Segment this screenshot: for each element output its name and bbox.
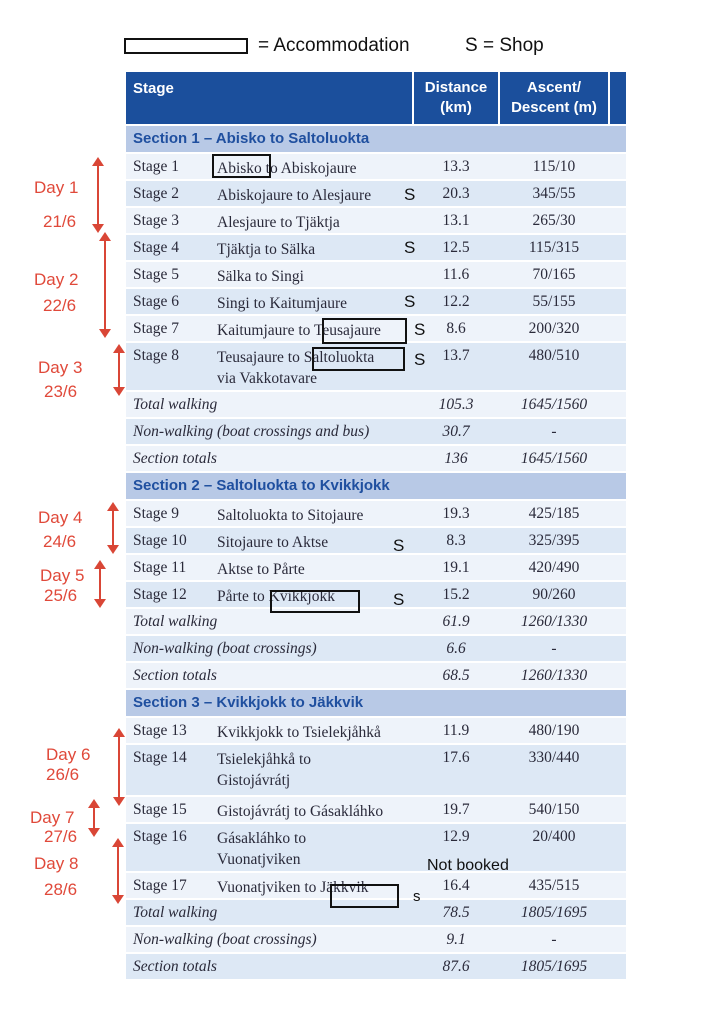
day-date: 26/6 xyxy=(46,765,80,784)
ascent-cell: 115/10 xyxy=(532,158,576,175)
distance-cell: 87.6 xyxy=(442,958,470,975)
stage-cell: Stage 1 xyxy=(133,158,180,175)
shop-mark: S xyxy=(393,590,405,609)
distance-cell: 11.6 xyxy=(442,266,470,283)
route-cell: Tjäktja to Sälka xyxy=(217,241,316,258)
day-date: 21/6 xyxy=(43,212,77,231)
accommodation-legend-label: = Accommodation xyxy=(258,35,410,56)
accommodation-box xyxy=(212,154,271,178)
distance-cell: 13.7 xyxy=(442,347,470,364)
ascent-cell: 200/320 xyxy=(528,320,580,337)
ascent-cell: 1260/1330 xyxy=(520,613,588,630)
shop-mark: S xyxy=(393,536,405,555)
accommodation-box xyxy=(330,884,399,908)
table-row xyxy=(126,152,626,179)
route-cell: Alesjaure to Tjäktja xyxy=(217,214,340,231)
distance-cell: 20.3 xyxy=(442,185,470,202)
route-cell xyxy=(217,828,306,870)
ascent-cell: 435/515 xyxy=(528,877,580,894)
distance-cell: 6.6 xyxy=(446,640,466,657)
stage-cell: Stage 4 xyxy=(133,239,180,256)
header-ascent-line1: Ascent/ xyxy=(526,79,582,96)
stage-cell: Stage 5 xyxy=(133,266,180,283)
not-booked-note: Not booked xyxy=(427,857,509,874)
stage-cell: Non-walking (boat crossings) xyxy=(133,931,317,948)
stage-cell: Total walking xyxy=(133,396,218,413)
day-date: 28/6 xyxy=(44,880,78,899)
distance-cell: 8.6 xyxy=(446,320,466,337)
route-cell: Saltoluokta to Sitojaure xyxy=(217,507,364,524)
day-span-arrow xyxy=(118,736,120,798)
ascent-cell: 55/155 xyxy=(532,293,576,310)
route-cell: Kvikkjokk to Tsielekjåhkå xyxy=(217,724,381,741)
distance-cell: 61.9 xyxy=(442,613,470,630)
route-cell: Abisko to Abiskojaure xyxy=(217,160,357,177)
day-label: Day 6 xyxy=(46,745,91,764)
route-line2: Gistojávrátj xyxy=(217,772,291,789)
shop-legend-label: S = Shop xyxy=(465,35,544,56)
header-divider xyxy=(608,72,610,124)
header-distance-line1: Distance xyxy=(424,79,488,96)
route-line1: Gásakláhko to xyxy=(217,830,307,847)
day-label: Day 2 xyxy=(34,270,79,289)
stage-cell: Stage 12 xyxy=(133,586,187,603)
stage-cell: Stage 15 xyxy=(133,801,187,818)
table-row xyxy=(126,952,626,979)
route-cell xyxy=(217,749,311,791)
stage-cell: Section totals xyxy=(133,667,217,684)
shop-mark: S xyxy=(414,350,426,369)
distance-cell: 12.2 xyxy=(442,293,470,310)
route-line1: Teusajaure to Saltoluokta xyxy=(217,349,375,366)
table-row xyxy=(126,287,626,314)
ascent-cell: 115/315 xyxy=(528,239,580,256)
day-date: 22/6 xyxy=(43,296,77,315)
distance-cell: 105.3 xyxy=(438,396,474,413)
stage-cell: Stage 14 xyxy=(133,749,187,766)
distance-cell: 68.5 xyxy=(442,667,470,684)
stage-cell: Stage 11 xyxy=(133,559,187,576)
stage-cell: Stage 10 xyxy=(133,532,187,549)
table-row xyxy=(126,260,626,287)
day-span-arrow xyxy=(117,846,119,896)
table-row xyxy=(126,390,626,417)
table-row xyxy=(126,716,626,743)
day-label: Day 5 xyxy=(40,566,85,585)
day-date: 25/6 xyxy=(44,586,78,605)
distance-cell: 12.5 xyxy=(442,239,470,256)
route-cell: Vuonatjviken to Jäkkvik xyxy=(217,879,369,896)
section-header: Section 3 – Kvikkjokk to Jäkkvik xyxy=(126,688,626,716)
route-cell: Aktse to Pårte xyxy=(217,561,305,578)
shop-mark: s xyxy=(413,888,421,905)
table-row xyxy=(126,607,626,634)
stage-cell: Stage 6 xyxy=(133,293,180,310)
distance-cell: 15.2 xyxy=(442,586,470,603)
ascent-cell: 330/440 xyxy=(528,749,580,766)
day-span-arrow xyxy=(93,807,95,829)
stage-cell: Stage 16 xyxy=(133,828,187,845)
route-cell: Sitojaure to Aktse xyxy=(217,534,329,551)
ascent-cell: 1645/1560 xyxy=(520,396,588,413)
route-cell: Kaitumjaure to Teusajaure xyxy=(217,322,381,339)
accommodation-box xyxy=(322,318,407,344)
accommodation-box xyxy=(270,590,360,613)
route-cell: Singi to Kaitumjaure xyxy=(217,295,348,312)
shop-mark: S xyxy=(404,185,416,204)
section-header: Section 1 – Abisko to Saltoluokta xyxy=(126,124,626,152)
table-row xyxy=(126,661,626,688)
header-ascent xyxy=(500,78,608,118)
day-date: 24/6 xyxy=(43,532,77,551)
accommodation-legend-box xyxy=(124,38,248,54)
ascent-cell: 20/400 xyxy=(532,828,576,845)
distance-cell: 8.3 xyxy=(446,532,466,549)
route-cell: Abiskojaure to Alesjaure xyxy=(217,187,372,204)
distance-cell: 13.3 xyxy=(442,158,470,175)
table-row xyxy=(126,499,626,526)
ascent-cell: 90/260 xyxy=(532,586,576,603)
header-stage: Stage xyxy=(133,80,174,97)
ascent-cell: 1260/1330 xyxy=(520,667,588,684)
ascent-cell: 420/490 xyxy=(528,559,580,576)
stage-cell: Total walking xyxy=(133,613,218,630)
distance-cell: 136 xyxy=(444,450,468,467)
day-span-arrow xyxy=(99,568,101,600)
distance-cell: 11.9 xyxy=(442,722,470,739)
ascent-cell: 325/395 xyxy=(528,532,580,549)
table-row xyxy=(126,925,626,952)
ascent-cell: 345/55 xyxy=(532,185,576,202)
ascent-cell: 265/30 xyxy=(532,212,576,229)
ascent-cell: - xyxy=(551,423,557,440)
table-row xyxy=(126,580,626,607)
shop-mark: S xyxy=(414,320,426,339)
table-row xyxy=(126,526,626,553)
day-label: Day 4 xyxy=(38,508,83,527)
route-cell: Gistojávrátj to Gásakláhko xyxy=(217,803,384,820)
distance-cell: 16.4 xyxy=(442,877,470,894)
shop-mark: S xyxy=(404,292,416,311)
shop-mark: S xyxy=(404,238,416,257)
route-cell: Sälka to Singi xyxy=(217,268,304,285)
ascent-cell: 1805/1695 xyxy=(520,958,588,975)
distance-cell: 30.7 xyxy=(442,423,470,440)
day-label: Day 3 xyxy=(38,358,83,377)
route-line2: Vuonatjviken xyxy=(217,851,301,868)
distance-cell: 78.5 xyxy=(442,904,470,921)
distance-cell: 19.3 xyxy=(442,505,470,522)
section-header: Section 2 – Saltoluokta to Kvikkjokk xyxy=(126,471,626,499)
table-row xyxy=(126,206,626,233)
stage-cell: Stage 8 xyxy=(133,347,180,364)
stage-cell: Stage 2 xyxy=(133,185,180,202)
day-span-arrow xyxy=(104,240,106,330)
table-row xyxy=(126,233,626,260)
route-line2: via Vakkotavare xyxy=(217,370,317,387)
table-row xyxy=(126,444,626,471)
distance-cell: 9.1 xyxy=(446,931,466,948)
stage-cell: Section totals xyxy=(133,958,217,975)
ascent-cell: 480/510 xyxy=(528,347,580,364)
day-date: 23/6 xyxy=(44,382,78,401)
day-label: Day 8 xyxy=(34,854,79,873)
accommodation-box xyxy=(312,347,405,371)
day-span-arrow xyxy=(112,510,114,546)
ascent-cell: 480/190 xyxy=(528,722,580,739)
stages-table xyxy=(126,72,626,979)
header-distance-line2: (km) xyxy=(440,99,472,116)
stage-cell: Stage 13 xyxy=(133,722,187,739)
stage-cell: Stage 3 xyxy=(133,212,180,229)
distance-cell: 19.7 xyxy=(442,801,470,818)
day-label: Day 1 xyxy=(34,178,79,197)
distance-cell: 13.1 xyxy=(442,212,470,229)
legend xyxy=(0,35,722,61)
ascent-cell: 540/150 xyxy=(528,801,580,818)
ascent-cell: 70/165 xyxy=(532,266,576,283)
stage-cell: Stage 7 xyxy=(133,320,180,337)
day-span-arrow xyxy=(118,352,120,388)
table-row xyxy=(126,634,626,661)
day-span-arrow xyxy=(97,165,99,225)
distance-cell: 12.9 xyxy=(442,828,470,845)
route-line1: Tsielekjåhkå to xyxy=(217,751,312,768)
stage-cell: Stage 17 xyxy=(133,877,187,894)
ascent-cell: - xyxy=(551,640,557,657)
table-row xyxy=(126,417,626,444)
stage-cell: Non-walking (boat crossings) xyxy=(133,640,317,657)
distance-cell: 17.6 xyxy=(442,749,470,766)
stage-cell: Non-walking (boat crossings and bus) xyxy=(133,423,370,440)
table-row xyxy=(126,553,626,580)
stage-cell: Stage 9 xyxy=(133,505,180,522)
table-row xyxy=(126,743,626,795)
stage-cell: Total walking xyxy=(133,904,218,921)
table-row xyxy=(126,822,626,871)
day-label: Day 7 xyxy=(30,808,75,827)
route-cell: Pårte to Kvikkjokk xyxy=(217,588,335,605)
day-date: 27/6 xyxy=(44,827,78,846)
ascent-cell: 1805/1695 xyxy=(520,904,588,921)
table-row xyxy=(126,179,626,206)
stage-cell: Section totals xyxy=(133,450,217,467)
ascent-cell: 1645/1560 xyxy=(520,450,588,467)
table-header xyxy=(126,72,626,124)
ascent-cell: - xyxy=(551,931,557,948)
table-row xyxy=(126,795,626,822)
header-distance xyxy=(414,78,498,118)
header-ascent-line2: Descent (m) xyxy=(511,99,597,116)
ascent-cell: 425/185 xyxy=(528,505,580,522)
distance-cell: 19.1 xyxy=(442,559,470,576)
